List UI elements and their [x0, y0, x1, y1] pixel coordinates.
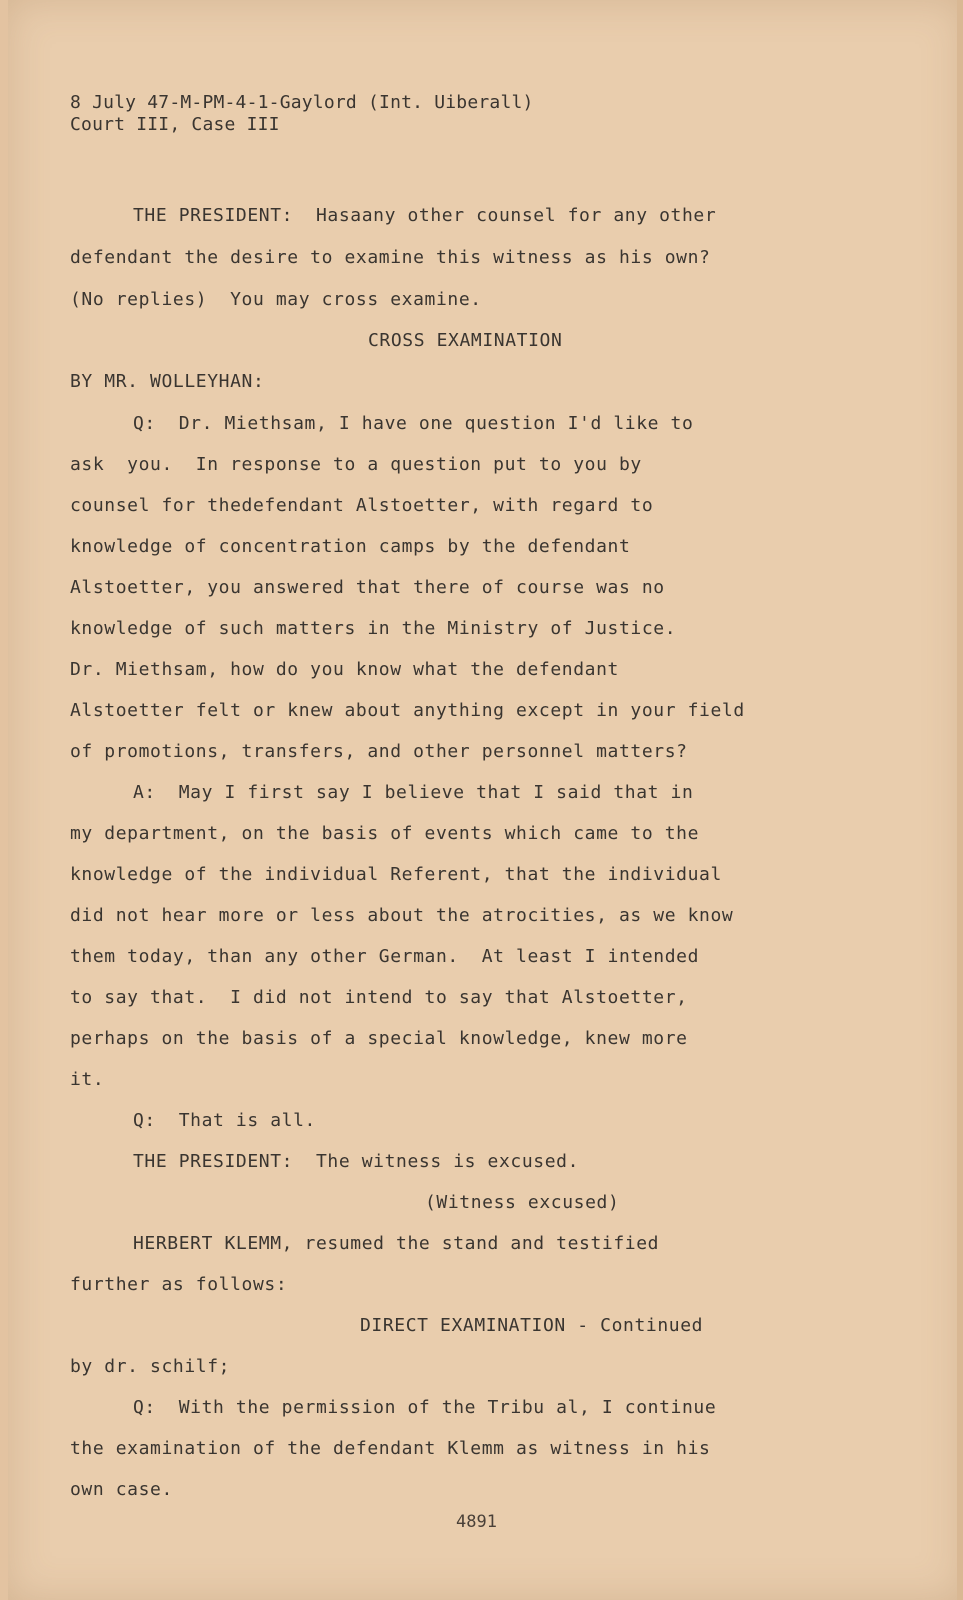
section-heading: DIRECT EXAMINATION - Continued — [360, 1315, 704, 1336]
transcript-line: THE PRESIDENT: Hasaany other counsel for any other — [133, 205, 717, 226]
transcript-line: them today, than any other German. At least I intended — [70, 946, 700, 967]
transcript-line: ask you. In response to a question put to you by — [70, 454, 642, 475]
transcript-line: to say that. I did not intend to say that Alstoetter, — [70, 987, 688, 1008]
transcript-line: further as follows: — [70, 1274, 288, 1295]
transcript-line: A: May I first say I believe that I said that in — [133, 782, 694, 803]
transcript-line: it. — [70, 1069, 105, 1090]
transcript-line: counsel for thedefendant Alstoetter, with regard to — [70, 495, 654, 516]
header-session-line: 8 July 47-M-PM-4-1-Gaylord (Int. Uiberall) — [70, 92, 534, 113]
page-number: 4891 — [456, 1512, 497, 1532]
transcript-line: knowledge of concentration camps by the defendant — [70, 536, 631, 557]
examiner-line: by dr. schilf; — [70, 1356, 231, 1377]
examiner-line: BY MR. WOLLEYHAN: — [70, 371, 265, 392]
transcript-line: Dr. Miethsam, how do you know what the defendant — [70, 659, 619, 680]
transcript-line: own case. — [70, 1479, 173, 1500]
transcript-line: Alstoetter felt or knew about anything except in your field — [70, 700, 745, 721]
transcript-line: my department, on the basis of events which came to the — [70, 823, 700, 844]
transcript-line: knowledge of such matters in the Ministry of Justice. — [70, 618, 677, 639]
transcript-line: of promotions, transfers, and other personnel matters? — [70, 741, 688, 762]
section-heading: CROSS EXAMINATION — [368, 330, 563, 351]
header-court-line: Court III, Case III — [70, 114, 280, 135]
transcript-line: (No replies) You may cross examine. — [70, 289, 482, 310]
transcript-line: HERBERT KLEMM, resumed the stand and testified — [133, 1233, 660, 1254]
transcript-line: knowledge of the individual Referent, that the individual — [70, 864, 722, 885]
transcript-line: THE PRESIDENT: The witness is excused. — [133, 1151, 580, 1172]
transcript-line: Q: With the permission of the Tribu al, I continue — [133, 1397, 717, 1418]
transcript-line: perhaps on the basis of a special knowledge, knew more — [70, 1028, 688, 1049]
transcript-line: Alstoetter, you answered that there of course was no — [70, 577, 665, 598]
transcript-line: Q: Dr. Miethsam, I have one question I'd like to — [133, 413, 694, 434]
stage-direction: (Witness excused) — [425, 1192, 620, 1213]
transcript-line: Q: That is all. — [133, 1110, 316, 1131]
transcript-line: did not hear more or less about the atrocities, as we know — [70, 905, 734, 926]
transcript-line: defendant the desire to examine this witness as his own? — [70, 247, 711, 268]
transcript-line: the examination of the defendant Klemm as witness in his — [70, 1438, 711, 1459]
